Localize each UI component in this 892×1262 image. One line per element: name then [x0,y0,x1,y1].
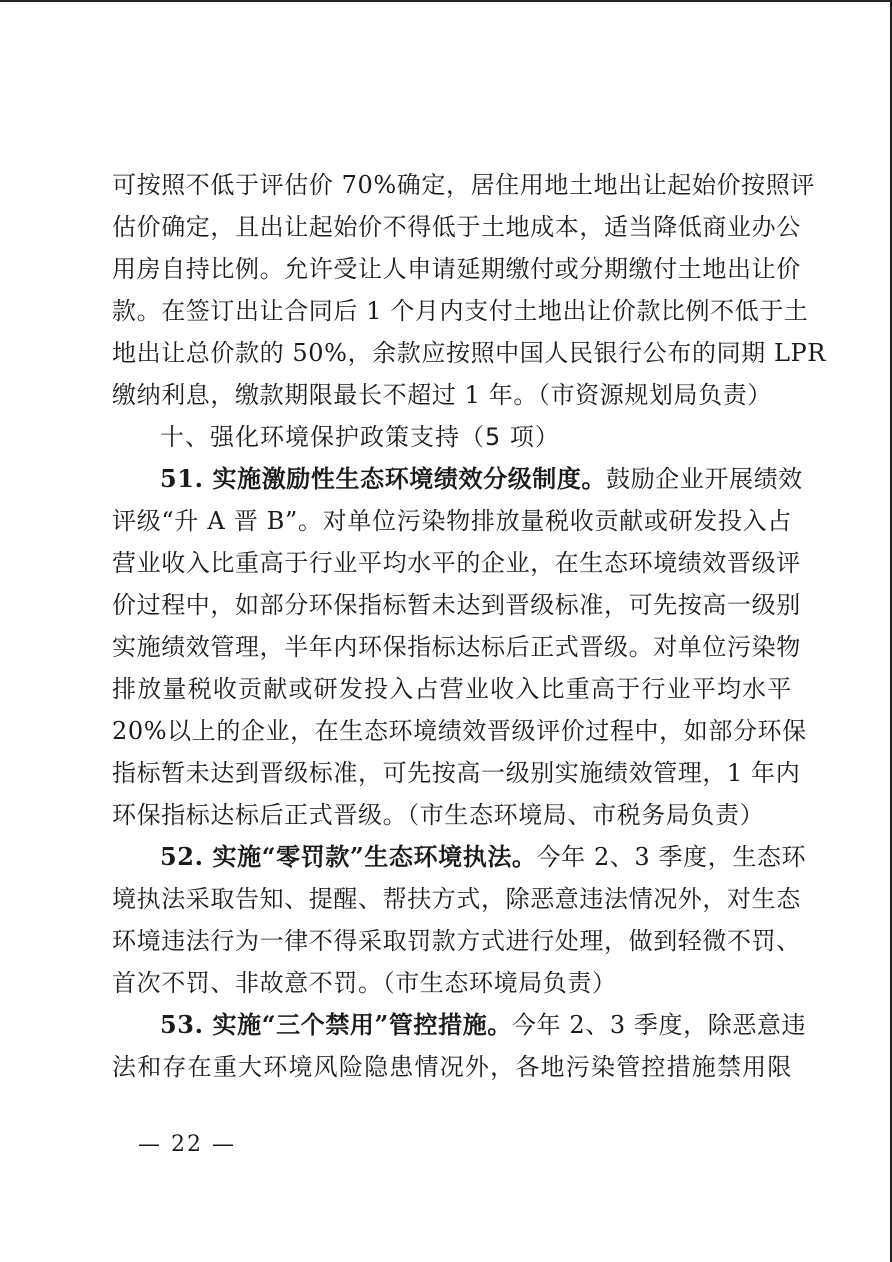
body-line: 估价确定，且出让起始价不得低于土地成本，适当降低商业办公 [112,213,801,241]
body-line: 排放量税收贡献或研发投入占营业收入比重高于行业平均水平 [112,675,792,703]
body-line: 评级“升 A 晋 B”。对单位污染物排放量税收贡献或研发投入占 [112,507,792,535]
body-line: 营业收入比重高于行业平均水平的企业，在生态环境绩效晋级评 [112,549,801,577]
item-51-first-line [160,464,803,494]
body-line: 环境违法行为一律不得采取罚款方式进行处理，做到轻微不罚、 [112,927,801,955]
body-line: 实施绩效管理，半年内环保指标达标后正式晋级。对单位污染物 [112,633,801,661]
section-heading: 十、强化环境保护政策支持（5 项） [160,423,560,451]
body-line: 境执法采取告知、提醒、帮扶方式，除恶意违法情况外，对生态 [112,885,801,913]
item-52-text: 今年 2、3 季度，生态环 [536,843,807,871]
item-52-title: 52. 实施“零罚款”生态环境执法。 [160,842,537,871]
item-53-first-line [160,1010,807,1040]
body-line: 可按照不低于评估价 70%确定，居住用地土地出让起始价按照评 [112,171,815,199]
item-51-title: 51. 实施激励性生态环境绩效分级制度。 [160,464,607,493]
body-line: 法和存在重大环境风险隐患情况外，各地污染管控措施禁用限 [112,1053,792,1081]
body-line: 缴纳利息，缴款期限最长不超过 1 年。（市资源规划局负责） [112,381,772,409]
page-number: — 22 — [138,1132,236,1157]
item-52-first-line [160,842,807,872]
body-line: 指标暂未达到晋级标准，可先按高一级别实施绩效管理，1 年内 [112,759,801,787]
top-border [0,0,892,2]
body-line: 地出让总价款的 50%，余款应按照中国人民银行公布的同期 LPR [112,339,826,367]
item-53-text: 今年 2、3 季度，除恶意违 [511,1011,807,1039]
body-line: 20%以上的企业，在生态环境绩效晋级评价过程中，如部分环保 [112,717,807,745]
body-line: 用房自持比例。允许受让人申请延期缴付或分期缴付土地出让价 [112,255,801,283]
body-line: 价过程中，如部分环保指标暂未达到晋级标准，可先按高一级别 [112,591,801,619]
item-53-title: 53. 实施“三个禁用”管控措施。 [160,1010,512,1039]
body-line: 款。在签订出让合同后 1 个月内支付土地出让价款比例不低于土 [112,297,809,325]
item-51-text: 鼓励企业开展绩效 [606,465,803,493]
body-line: 首次不罚、非故意不罚。（市生态环境局负责） [112,969,617,997]
body-line: 环保指标达标后正式晋级。（市生态环境局、市税务局负责） [112,801,765,829]
